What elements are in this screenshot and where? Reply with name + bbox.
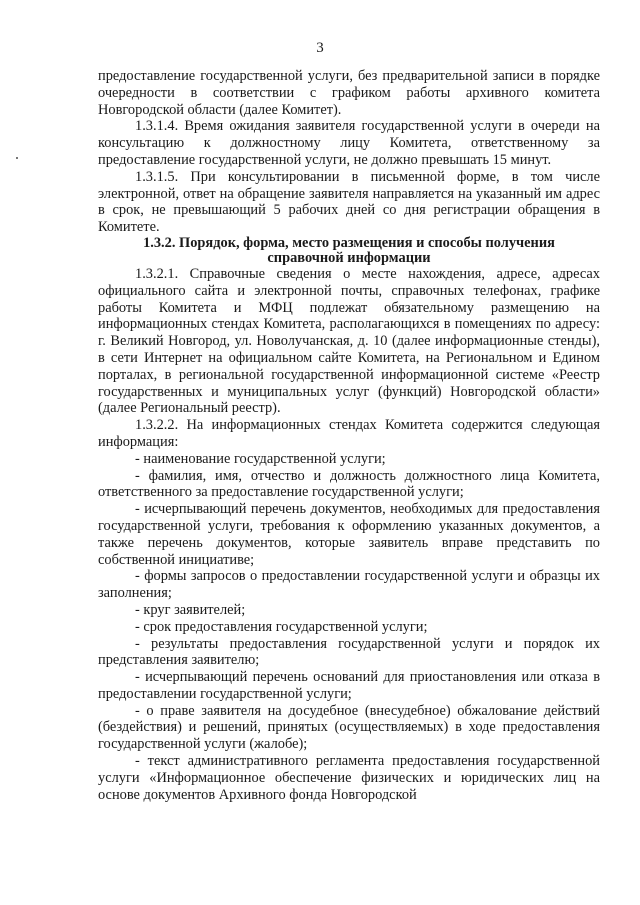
paragraph-1-3-2-2: 1.3.2.2. На информационных стендах Комитета содержится следующая информация: [98, 417, 600, 450]
list-item: - формы запросов о предоставлении государственной услуги и образцы их заполнения; [98, 568, 600, 602]
paragraph-1-3-1-4: 1.3.1.4. Время ожидания заявителя государственной услуги в очереди на консультацию к должностному лицу Комитета, ответственному за предоставление государственной услуги, не должно превышать 15 минут. [98, 118, 600, 168]
list-item: - фамилия, имя, отчество и должность должностного лица Комитета, ответственного за предоставление государственной услуги; [98, 467, 600, 501]
section-heading-line-2: справочной информации [267, 249, 431, 266]
list-item: - исчерпывающий перечень оснований для приостановления или отказа в предоставлении государственной услуги; [98, 669, 600, 702]
paragraph-1-3-1-5: 1.3.1.5. При консультировании в письменной форме, в том числе электронной, ответ на обращение заявителя направляется на указанный им адрес в срок, не превышающий 5 рабочих дней со дня регистрации обращения в Комитете. [98, 168, 600, 236]
page-number: 3 [316, 40, 324, 56]
list-item: - результаты предоставления государственной услуги и порядок их представления заявителю; [98, 635, 600, 669]
margin-mark [16, 157, 18, 159]
list-item: - о праве заявителя на досудебное (внесудебное) обжалование действий (бездействия) и решений, принятых (осуществляемых) в ходе предоставления государственной услуги (жалобе); [98, 702, 600, 753]
list-item: - текст административного регламента предоставления государственной услуги «Информационное обеспечение физических и юридических лиц на основе документов Архивного фонда Новгородской [98, 753, 600, 803]
list-item: - круг заявителей; [135, 601, 246, 618]
paragraph-continuation: предоставление государственной услуги, без предварительной записи в порядке очередности в соответствии с графиком работы архивного комитета Новгородской области (далее Комитет). [98, 68, 600, 118]
paragraph-1-3-2-1: 1.3.2.1. Справочные сведения о месте нахождения, адресе, адресах официального сайта и электронной почты, справочных телефонах, графике работы Комитета и МФЦ подлежат обязательному размещению на информационных стендах Комитета, располагающихся в помещениях по адресу: г. Великий Новгород, ул. Новолучанская, д. 10 (далее информационные стенды), в сети Интернет на официальном сайте Комитета, на Региональном и Едином порталах, в региональной государственной информационной системе «Реестр государственных и муниципальных услуг (функций) Новгородской области» (далее Региональный реестр). [98, 265, 600, 417]
list-item: - наименование государственной услуги; [135, 450, 386, 467]
section-heading [98, 236, 600, 266]
list-item: - исчерпывающий перечень документов, необходимых для предоставления государственной услуги, требования к оформлению указанных документов, а также перечень документов, которые заявитель вправе представить по собственной инициативе; [98, 501, 600, 568]
section-heading-line-1: 1.3.2. Порядок, форма, место размещения и способы получения [143, 234, 555, 251]
document-body [98, 68, 600, 803]
list-item: - срок предоставления государственной услуги; [135, 618, 428, 635]
